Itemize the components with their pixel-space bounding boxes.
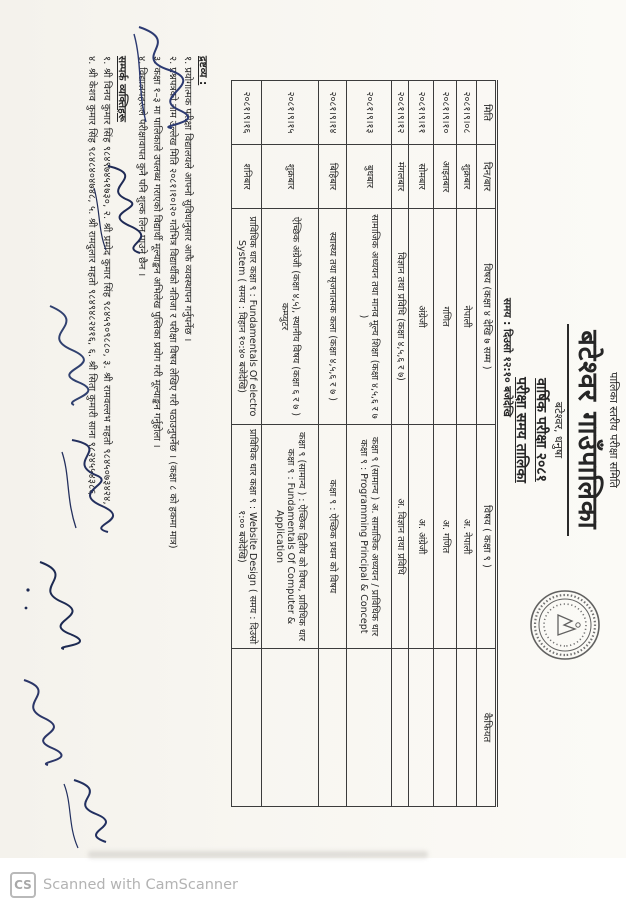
cell-day: मंगलबार: [392, 145, 409, 209]
cell-subject-9: अ. गणित: [434, 425, 457, 649]
cell-day: आइतबार: [434, 145, 457, 209]
cell-remark: [434, 649, 457, 807]
cell-date: २०८१।९।१०: [434, 81, 457, 145]
table-row: [392, 81, 409, 807]
header-remarks: कैफियत: [477, 649, 497, 807]
cell-date: २०८१।९।११: [409, 81, 434, 145]
cell-subject-4to7: विज्ञान तथा प्रविधि (कक्षा ४,५,६ र ७): [392, 209, 409, 425]
note-item-2: २. प्रश्नपत्रको नाम उल्लेख मिति २०८१।१०।२० गतेभित्र विद्यार्थीको नतिजा र परीक्षा विषय लेखिए गरी पठाउनुपर्नेछ । (कक्षा ८ को हकमा मात्र): [166, 56, 178, 549]
cell-remark: [319, 649, 347, 807]
camscanner-brand: [10, 872, 238, 898]
cell-subject-4to7: गणित: [434, 209, 457, 425]
table-row: [457, 81, 477, 807]
cell-day: बुधबार: [347, 145, 392, 209]
cell-subject-9: अ. विज्ञान तथा प्रविधि: [392, 425, 409, 649]
cell-day: शुक्रबार: [457, 145, 477, 209]
header-date: मिति: [477, 81, 497, 145]
exam-title: वार्षिक परीक्षा २०८१: [532, 378, 549, 482]
table-row: [319, 81, 347, 807]
cell-remark: [457, 649, 477, 807]
cell-day: सोमबार: [409, 145, 434, 209]
note-item-1: १. प्रयोगात्मक परीक्षा विद्यालयले आफ्नो सुविधानुसार आफै व्यवस्थापन गर्नुपर्नेछ ।: [181, 56, 193, 342]
cell-day: शनिबार: [232, 145, 262, 209]
camscanner-footer: [0, 858, 626, 910]
contacts-line-1: १. श्री विनय कुमार सिंह ९८४९७४५१७३०, २. श्री प्रमोद कुमार सिंह ९८४५९०९८८०, ३. श्री रामवल्लभ महतो ९८४५०७३४२४,: [100, 56, 112, 505]
cell-day: शुक्रबार: [262, 145, 319, 209]
contacts-line-2: ४. श्री केशव कुमार सिंह ९८४८४०४७४८, ५. श्री रामदुलार महतो ९८४९४८२४१६, ६. श्री सिता कुमारी साना ९८२४५५४३८६: [85, 56, 97, 495]
contacts-heading: सम्पर्क व्यक्तिहरू: [116, 56, 129, 122]
camscanner-label: Scanned with CamScanner: [43, 877, 239, 893]
cell-subject-9: कक्षा ९ : ऐच्छिक प्रथम को विषय: [319, 425, 347, 649]
camscanner-cs-icon: CS: [10, 872, 36, 898]
cell-remark: [262, 649, 319, 807]
scan-smudge: [88, 851, 428, 858]
committee-line: पालिका स्तरीय परीक्षा समिति: [607, 372, 620, 488]
cell-subject-4to7: नेपाली: [457, 209, 477, 425]
cell-subject-9: अ. नेपाली: [457, 425, 477, 649]
cell-subject-4to7: प्राविधिक धार कक्षा ९ : Fundamentals Of electro System ( समय : विहान १०:४० बजेदेखि): [232, 209, 262, 425]
exam-schedule-table-wrap: [231, 80, 498, 806]
signature-icon: [20, 556, 86, 652]
cell-subject-9: प्राविधिक धार कक्षा ९ : Website Design ( समय : दिउसो १:०० बजेदेखि): [232, 425, 262, 649]
header-day: दिन/बार: [477, 145, 497, 209]
signature-icon: [6, 676, 66, 768]
notes-heading: द्रष्टव्य :: [197, 56, 209, 86]
cell-date: २०८१।९।१६: [232, 81, 262, 145]
cell-subject-9: अ. अंग्रेजी: [409, 425, 434, 649]
table-row: [262, 81, 319, 807]
cell-date: २०८१।९।०८: [457, 81, 477, 145]
exam-schedule-table: [231, 80, 498, 807]
cell-date: २०८१।९।१३: [347, 81, 392, 145]
cell-remark: [392, 649, 409, 807]
header-subject-9: विषय ( कक्षा ९ ): [477, 425, 497, 649]
note-item-3: ३. कक्षा १–३ मा पालिकाले उपलब्ध गराएको विद्यार्थी मूल्याङ्कन अभिलेख पुस्तिका प्रयोग गरी मूल्याङ्कन गर्नुहोला ।: [151, 56, 163, 448]
cell-date: २०८१।९।१२: [392, 81, 409, 145]
table-header-row: [477, 81, 497, 807]
municipality-seal-icon: [528, 588, 602, 662]
municipality-title: बटेश्वर गाउँपालिका: [568, 324, 605, 535]
address-line: बटेश्वर, धनुषा: [552, 401, 566, 459]
cell-remark: [232, 649, 262, 807]
cell-subject-4to7: अंग्रेजी: [409, 209, 434, 425]
note-item-4: ४. विद्यालयहरूले परीक्षावापत कुनै पनि शुल्क लिन पाउने छैन ।: [136, 56, 148, 277]
cell-remark: [409, 649, 434, 807]
table-row: [409, 81, 434, 807]
table-row: [434, 81, 457, 807]
table-row: [347, 81, 392, 807]
cell-subject-4to7: स्वास्थ्य तथा सृजनात्मक कला (कक्षा ४,५,६ र ७ ): [319, 209, 347, 425]
cell-subject-9: कक्षा ९ (सामान्य ) अ. सामाजिक अध्ययन / प्राविधिक धार कक्षा ९ : Programming Principal & Concept: [347, 425, 392, 649]
cell-subject-4to7: सामाजिक अध्ययन तथा मानव मूल्य शिक्षा (कक्षा ४,५,६ र ७ ): [347, 209, 392, 425]
cell-date: २०८१।९।१५: [262, 81, 319, 145]
header-subject-4to7: विषय (कक्षा ४ देखि ७ सम्म ): [477, 209, 497, 425]
cell-date: २०८१।९।१४: [319, 81, 347, 145]
cell-subject-4to7: ऐच्छिक अंग्रेजी (कक्षा ४,५), स्थानीय विषय (कक्षा ६ र ७ ) कम्प्युटर: [262, 209, 319, 425]
cell-day: बिहिबार: [319, 145, 347, 209]
exam-time-note: समय : दिउसो १२:१० बजेदेखि: [501, 298, 513, 417]
table-row: [232, 81, 262, 807]
schedule-subtitle: परीक्षा समय तालिका: [513, 377, 530, 483]
cell-remark: [347, 649, 392, 807]
cell-subject-9: कक्षा ९ (सामान्य ) : ऐच्छिक द्वितीय को विषय, प्राविधिक धार कक्षा ९ : Fundamentals Of Computer & Application: [262, 425, 319, 649]
document-footer-block: [83, 56, 211, 826]
